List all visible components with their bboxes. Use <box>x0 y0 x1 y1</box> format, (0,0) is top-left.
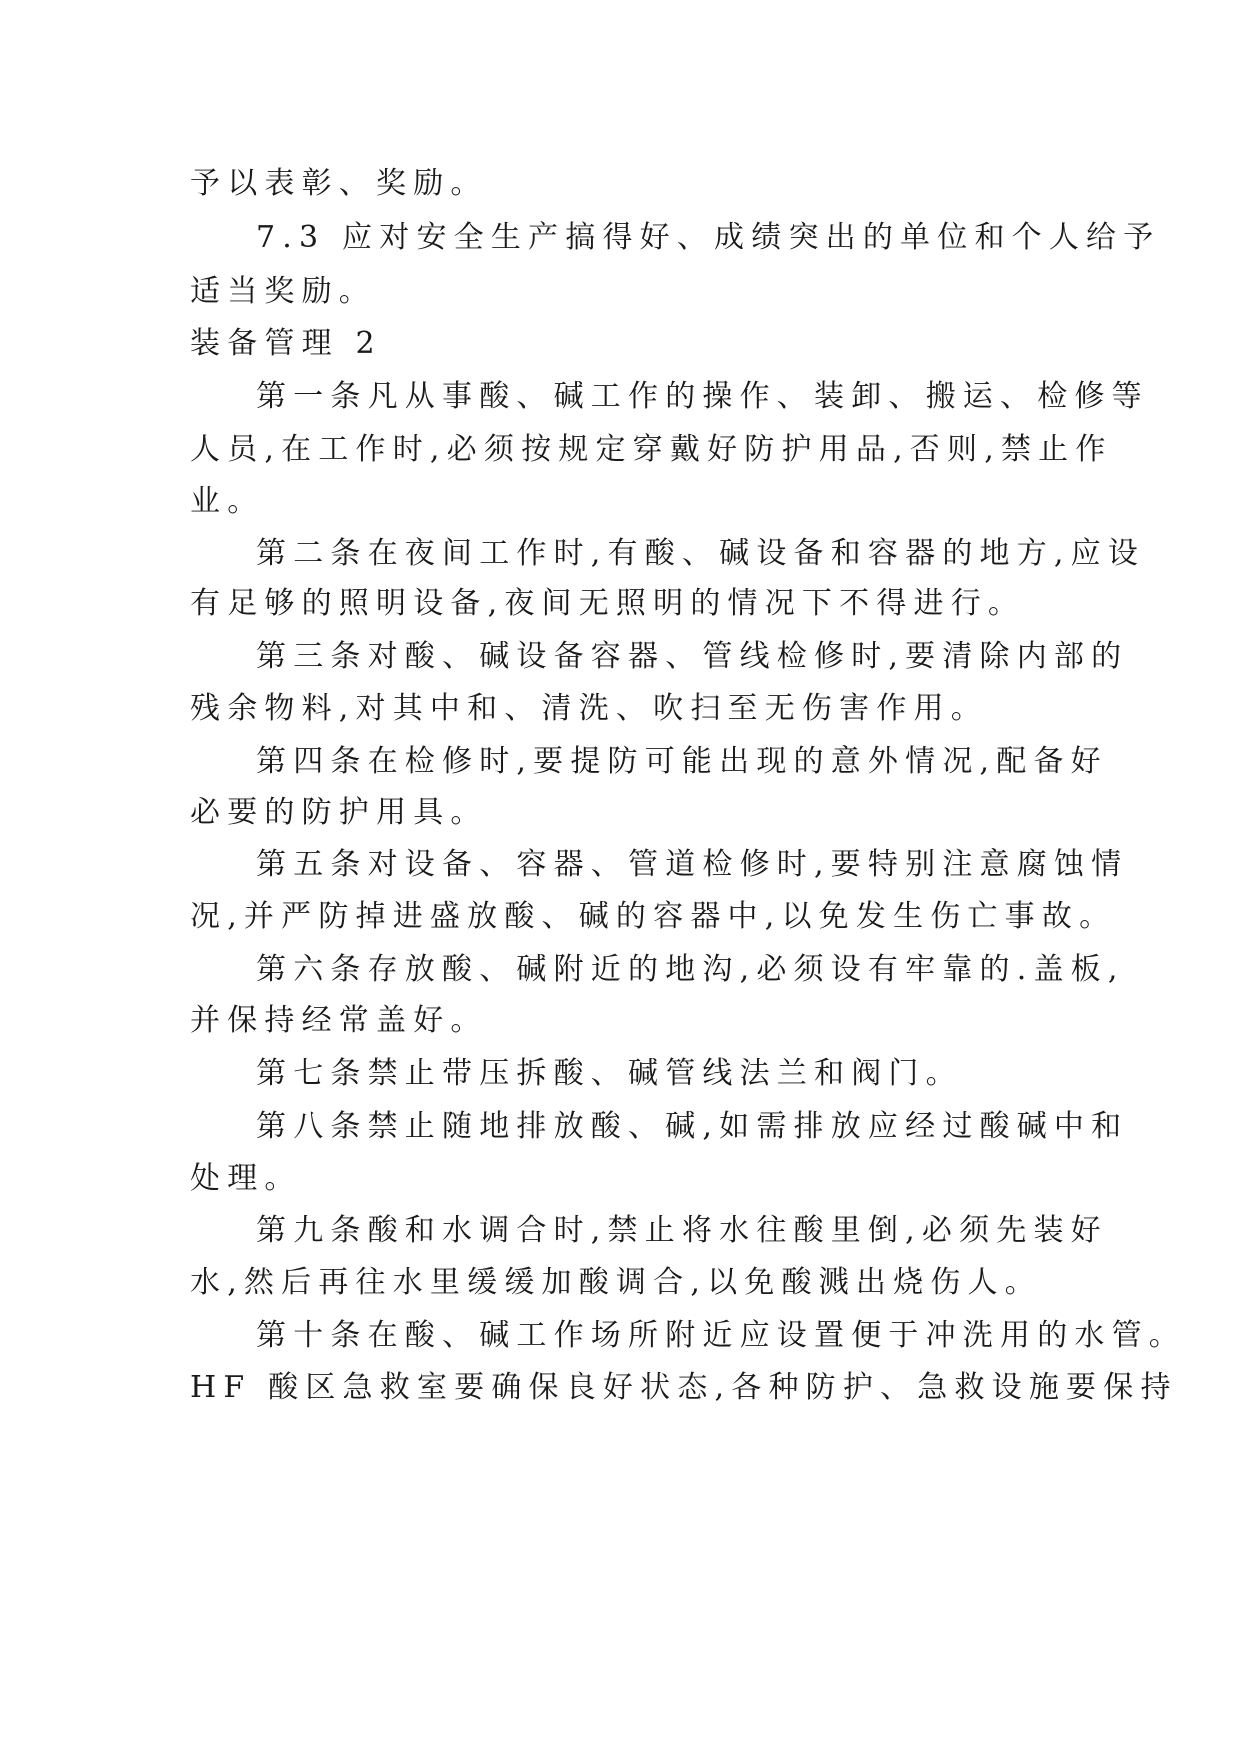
article-10: 第十条在酸、碱工作场所附近应设置便于冲洗用的水管。 <box>256 1318 1186 1353</box>
text-line: 并保持经常盖好。 <box>190 1003 488 1038</box>
text-line: 适当奖励。 <box>190 274 376 309</box>
text-line: HF 酸区急救室要确保良好状态,各种防护、急救设施要保持 <box>190 1370 1178 1405</box>
text-line: 水,然后再往水里缓缓加酸调合,以免酸溅出烧伤人。 <box>190 1265 1042 1300</box>
text-line: 处理。 <box>190 1161 302 1196</box>
article-4: 第四条在检修时,要提防可能出现的意外情况,配备好 <box>256 744 1108 779</box>
text-line: 业。 <box>190 484 265 519</box>
article-6: 第六条存放酸、碱附近的地沟,必须设有牢靠的.盖板, <box>256 952 1125 987</box>
article-8: 第八条禁止随地排放酸、碱,如需排放应经过酸碱中和 <box>256 1109 1129 1144</box>
text-line: 有足够的照明设备,夜间无照明的情况下不得进行。 <box>190 586 1026 621</box>
clause-7-3: 7.3 应对安全生产搞得好、成绩突出的单位和个人给予 <box>256 220 1161 255</box>
article-3: 第三条对酸、碱设备容器、管线检修时,要清除内部的 <box>256 639 1129 674</box>
article-9: 第九条酸和水调合时,禁止将水往酸里倒,必须先装好 <box>256 1213 1108 1248</box>
article-5: 第五条对设备、容器、管道检修时,要特别注意腐蚀情 <box>256 847 1129 882</box>
article-7: 第七条禁止带压拆酸、碱管线法兰和阀门。 <box>256 1056 963 1091</box>
text-line: 人员,在工作时,必须按规定穿戴好防护用品,否则,禁止作 <box>190 432 1113 467</box>
text-line: 残余物料,对其中和、清洗、吹扫至无伤害作用。 <box>190 691 988 726</box>
text-line: 予以表彰、奖励。 <box>190 166 488 201</box>
article-1: 第一条凡从事酸、碱工作的操作、装卸、搬运、检修等 <box>256 379 1149 414</box>
text-line: 况,并严防掉进盛放酸、碱的容器中,以免发生伤亡事故。 <box>190 899 1117 934</box>
text-line: 必要的防护用具。 <box>190 795 488 830</box>
section-heading: 装备管理 2 <box>190 326 382 361</box>
article-2: 第二条在夜间工作时,有酸、碱设备和容器的地方,应设 <box>256 536 1146 571</box>
